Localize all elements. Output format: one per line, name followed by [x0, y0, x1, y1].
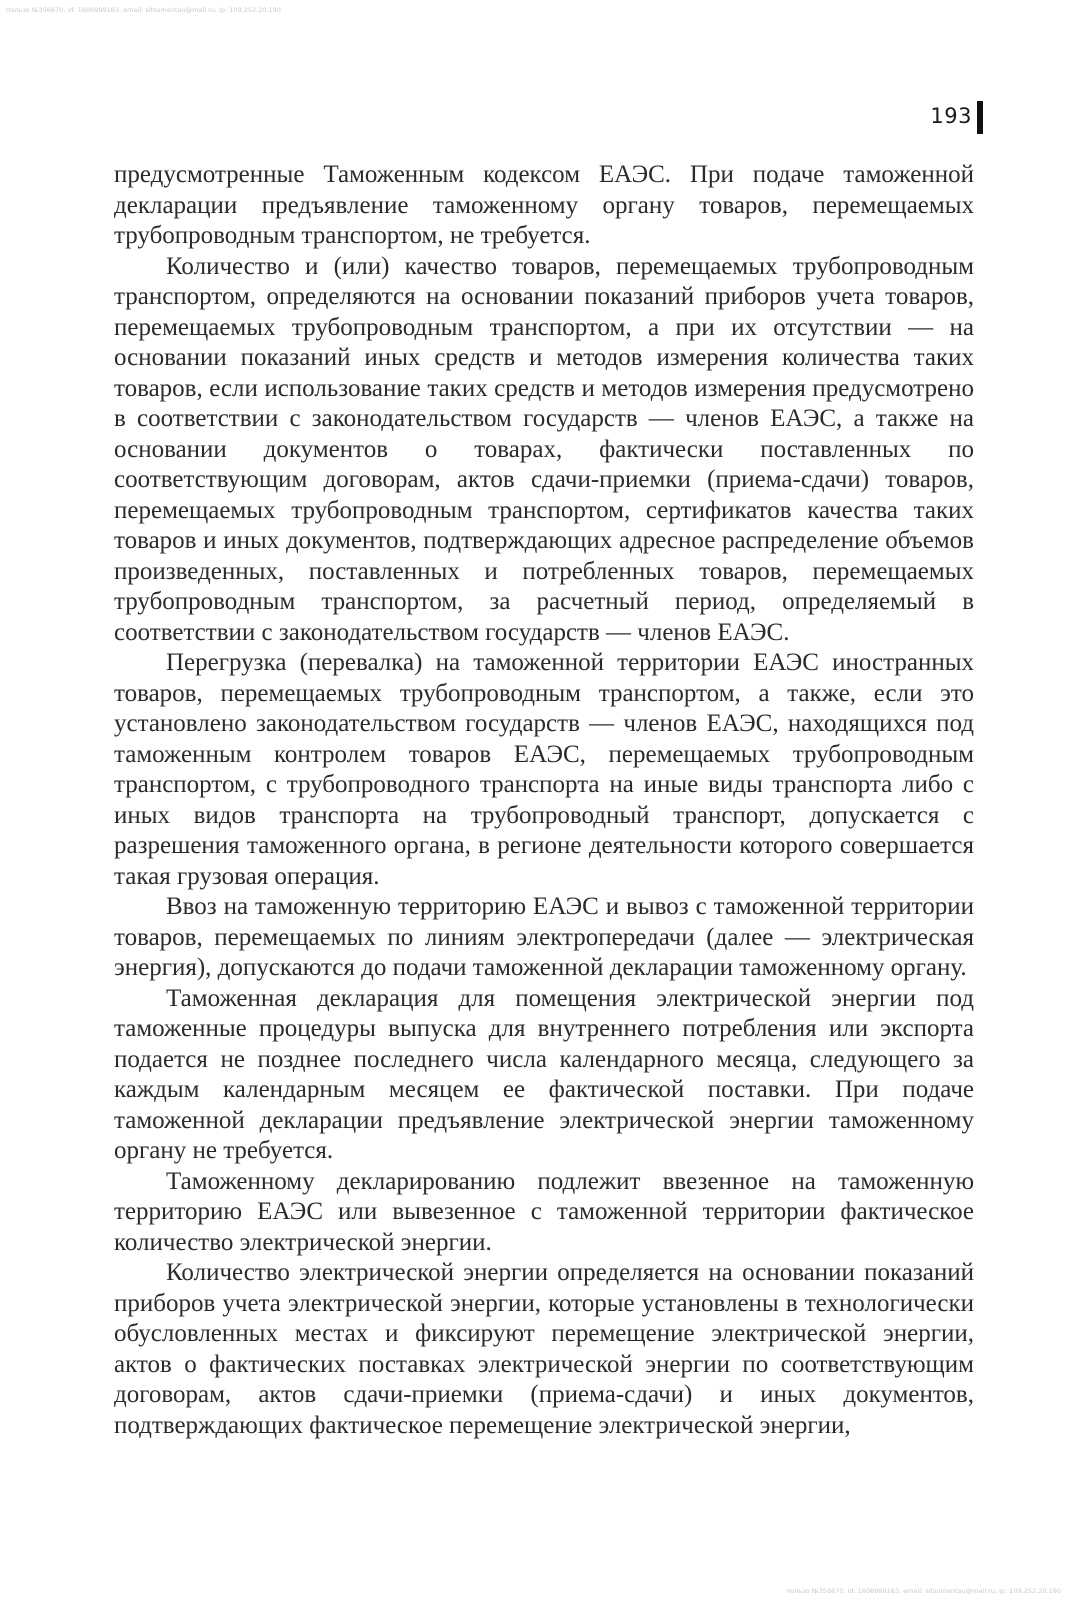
paragraph: Количество и (или) качество товаров, перемещаемых трубопроводным транспортом, определяются на основании показаний приборов учета товаров, перемещаемых трубопроводным транспортом, а при их отсутствии — на основании показаний иных средств и методов измерения количества таких товаров, если использование таких средств и методов измерения предусмотрено в соответствии с законодательством государств — членов ЕАЭС, а также на основании документов о товарах, фактически поставленных по соответствующим договорам, актов сдачи-приемки (приема-сдачи) товаров, перемещаемых трубопроводным транспортом, сертификатов качества таких товаров и иных документов, подтверждающих адресное распределение объемов произведенных, поставленных и потребленных товаров, перемещаемых трубопроводным транспортом, за расчетный период, определяемый в соответствии с законодательством государств — членов ЕАЭС.	[114, 252, 974, 646]
paragraph: Ввоз на таможенную территорию ЕАЭС и вывоз с таможенной территории товаров, перемещаемых по линиям электропередачи (далее — электрическая энергия), допускаются до подачи таможенной декларации таможенному органу.	[114, 893, 974, 981]
paragraph: Перегрузка (перевалка) на таможенной территории ЕАЭС иностранных товаров, перемещаемых трубопроводным транспортом, а также, если это установлено законодательством государств — членов ЕАЭС, находящихся под таможенным контролем товаров ЕАЭС, перемещаемых трубопроводным транспортом, с трубопроводного транспорта на иные виды транспорта либо с иных видов транспорта на трубопроводный транспорт, допускается с разрешения таможенного органа, в регионе деятельности которого совершается такая грузовая операция.	[114, 649, 974, 890]
paragraph: Количество электрической энергии определяется на основании показаний приборов учета электрической энергии, которые установлены в технологически обусловленных местах и фиксируют перемещение электрической энергии, актов о фактических поставках электрической энергии по соответствующим договорам, актов сдачи-приемки (приема-сдачи) и иных документов, подтверждающих фактическое перемещение электрической энергии,	[114, 1259, 974, 1439]
watermark-top: пользо №356670, id: 1606999163, email: sitsumentau@mail.ru, ip: 109.252.20.190	[6, 6, 281, 14]
paragraph: Таможенная декларация для помещения электрической энергии под таможенные процедуры выпуска для внутреннего потребления или экспорта подается не позднее последнего числа календарного месяца, следующего за каждым календарным месяцем ее фактической поставки. При подаче таможенной декларации предъявление электрической энергии таможенному органу не требуется.	[114, 984, 974, 1164]
page-number-rule	[977, 101, 983, 134]
page-number: 193	[930, 104, 972, 128]
body-text	[114, 160, 974, 1441]
paragraph: Таможенному декларированию подлежит ввезенное на таможенную территорию ЕАЭС или вывезенное с таможенной территории фактическое количество электрической энергии.	[114, 1167, 974, 1256]
paragraph-continued: предусмотренные Таможенным кодексом ЕАЭС. При подаче таможенной декларации предъявление таможенному органу товаров, перемещаемых трубопроводным транспортом, не требуется.	[114, 161, 974, 249]
watermark-bottom: пользо №356670, id: 1606999163, email: sitsumentau@mail.ru, ip: 109.252.20.190	[786, 1587, 1061, 1595]
